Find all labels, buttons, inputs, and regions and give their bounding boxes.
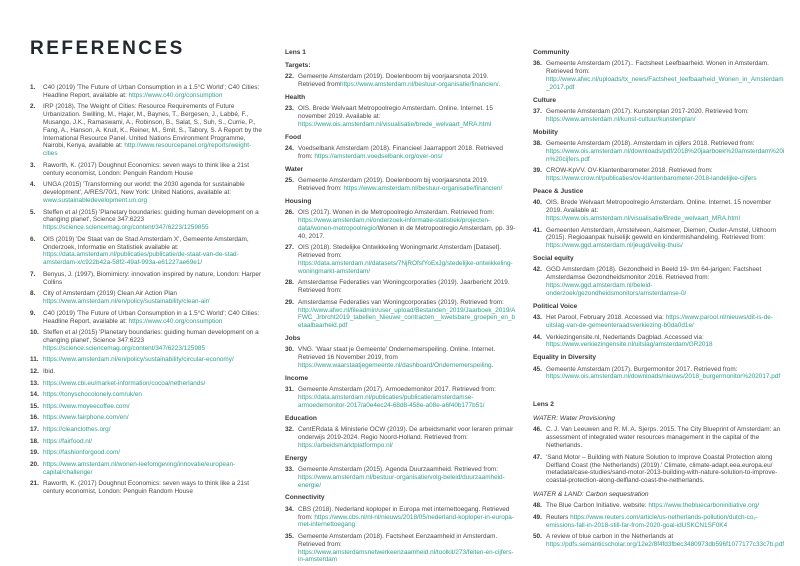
section-heading: Housing — [285, 197, 312, 205]
references-column-middle — [285, 44, 516, 566]
ref-citation-text: Gemeenten Amsterdam, Amstelveen, Aalsmeer, Diemen, Ouder-Amstel, Uithoorn (2015). Regioaanpak huiselijk geweld en kindermishandeling. Retrieved from: — [546, 226, 777, 242]
ref-text — [546, 108, 787, 124]
ref-citation-text: Gemeente Amsterdam (2019). Doelenboom bij voorjaarsnota 2019. Retrieved from: — [298, 177, 489, 193]
section-heading: Health — [285, 93, 306, 101]
ref-citation-text: Gemeente Amsterdam (2018). Factsheet Eenzaamheid in Amsterdam. Retrieved from: — [298, 533, 498, 548]
ref-link[interactable]: https://www.cbi.eu/market-information/cocoa/netherlands/ — [43, 379, 206, 387]
ref-number: 37. — [533, 108, 542, 116]
ref-link[interactable]: https://tonyschocolonely.com/uk/en — [43, 391, 142, 399]
section-heading: Lens 2 — [533, 401, 554, 409]
reference-item — [533, 140, 787, 163]
ref-number: 38. — [533, 140, 542, 148]
reference-item — [285, 244, 516, 275]
ref-text — [298, 506, 516, 529]
reference-item — [533, 167, 787, 183]
ref-text — [43, 271, 263, 287]
ref-number: 41. — [533, 226, 542, 234]
ref-citation-text: C. J. Van Leeuwen and R. M. A. Sjerps. 2015. The City Blueprint of Amsterdam: an assessment of integrated water resources management in the capital of the Netherlands. — [546, 426, 781, 450]
ref-text — [43, 162, 263, 178]
reference-item — [285, 105, 516, 128]
reference-item — [533, 60, 787, 91]
ref-number: 18. — [30, 437, 39, 445]
reference-item — [533, 266, 787, 297]
ref-citation-text: . — [491, 362, 494, 370]
ref-link[interactable]: https://data.amsterdam.nl/publicaties/publicatie/de-staat-van-de-stad-amsterdam-x/c922b42a-58f2-49af-993a-e61227ae69e1/ — [43, 251, 239, 267]
ref-number: 43. — [533, 314, 542, 322]
reference-item — [30, 391, 263, 399]
reference-item — [30, 162, 263, 178]
ref-citation-text: OIS (2018). Stedelijke Ontwikkeling Woningmarkt Amsterdam [Dataset]. Retrieved from: — [298, 244, 502, 260]
ref-number: 15. — [30, 402, 39, 410]
ref-text — [298, 244, 516, 275]
ref-number: 40. — [533, 199, 542, 207]
ref-number: 19. — [30, 449, 39, 457]
reference-item — [533, 426, 787, 449]
ref-link[interactable]: https://science.sciencemag.org/content/347/6223/125985 — [43, 344, 206, 352]
section-heading: Jobs — [285, 335, 301, 343]
ref-number: 27. — [285, 244, 294, 252]
ref-link[interactable]: https://fashionforgood.com/ — [43, 449, 121, 457]
reference-item — [30, 209, 263, 232]
ref-number: 50. — [533, 533, 542, 541]
ref-number: 47. — [533, 453, 542, 461]
reference-item — [30, 480, 263, 496]
ref-link[interactable]: https://www.verkiezingensite.nl/uitslag/amsterdam/GR2018 — [546, 341, 713, 349]
ref-text — [43, 356, 263, 364]
ref-number: 24. — [285, 145, 294, 153]
reference-item — [30, 181, 263, 204]
ref-link[interactable]: www.sustainabledevelopment.un.org — [43, 196, 148, 204]
reference-item — [30, 368, 263, 376]
ref-number: 46. — [533, 426, 542, 434]
reference-item — [30, 461, 263, 477]
ref-link[interactable]: https://cleanclothes.org/ — [43, 426, 111, 433]
ref-text — [546, 454, 787, 485]
ref-citation-text: C40 (2019) 'The Future of Urban Consumption in a 1.5°C World'; C40 Cities: Headline Report, available at: — [43, 84, 260, 99]
reference-item — [285, 279, 516, 295]
ref-text — [546, 60, 787, 91]
reference-item — [285, 209, 516, 240]
section-heading: Water — [285, 165, 304, 173]
reference-item — [285, 386, 516, 409]
ref-citation-text: Gemeente Amsterdam (2017). Burgermonitor 2017. Retrieved from: — [546, 365, 738, 373]
ref-number: 45. — [533, 365, 542, 373]
ref-citation-text: Gemeente Amsterdam (2015). Agenda Duurzaamheid. Retrieved from: — [298, 465, 498, 473]
ref-link[interactable]: https://pdfs.semanticscholar.org/12e2/8f4fd3fbec3480973db596f1077177c33c7b.pdf — [546, 541, 785, 549]
ref-link[interactable]: https://www.ois.amsterdam.nl/visualisatie/brede_welvaart_MRA.html — [298, 120, 492, 128]
ref-text — [298, 426, 516, 449]
ref-text — [43, 236, 263, 267]
reference-item — [285, 145, 516, 161]
reference-item — [533, 454, 787, 485]
ref-citation-text: 'Sand Motor – Building with Nature Solution to Improve Coastal Protection along Delfland Coast (the Netherlands) (2019).' Climate, climate-adapt.eea.europa.eu/ metadata/case-studies/sand-motor-2013-building-with-nature-solution-to-improve-coastal-protection-along-delfland-coast-the-netherlands. — [546, 453, 778, 485]
section-heading: Energy — [285, 454, 308, 462]
reference-item — [533, 334, 787, 350]
reference-item — [285, 506, 516, 529]
ref-text — [43, 426, 263, 434]
ref-text — [43, 391, 263, 399]
ref-citation-text: Steffen et al (2015) 'Planetary boundaries: guiding human development on a changing planet', Science 347:6223 — [43, 208, 259, 224]
ref-link[interactable]: https://www.cbs.nl/nl-nl/nieuws/2018/05/nederland-koploper-in-europa-met-internettoegang — [298, 513, 514, 529]
reference-item — [30, 449, 263, 457]
reference-item — [285, 299, 516, 330]
section-heading: Social equity — [533, 255, 574, 263]
reference-item — [533, 533, 787, 549]
reference-item — [30, 403, 263, 411]
ref-citation-text: Amsterdamse Federaties van Woningcorporaties (2019). Jaarbericht 2019. Retrieved from: — [298, 279, 510, 295]
reference-item — [30, 329, 263, 352]
ref-number: 33. — [285, 465, 294, 473]
reference-item — [533, 227, 787, 250]
ref-link[interactable]: https://www.parool.nl/nieuws/dit-is-de-uitslag-van-de-gemeenteraadsverkiezing-b0da0d1e/ — [546, 314, 773, 329]
ref-text — [43, 209, 263, 232]
ref-number: 1. — [30, 84, 36, 91]
ref-link[interactable]: https://www.amsterdam.nl/en/policy/sustainability/clean-air/ — [43, 298, 210, 306]
ref-number: 4. — [30, 181, 36, 189]
ref-number: 30. — [285, 346, 294, 354]
references-column-right — [533, 44, 787, 553]
ref-citation-text: City of Amsterdam (2019) Clean Air Action Plan — [43, 290, 177, 298]
ref-link[interactable]: https://www.amsterdam.nl/wonen-leefomgeving/innovatie/european-capital/challenge/ — [43, 460, 236, 476]
ref-text — [298, 209, 516, 240]
ref-number: 6. — [30, 235, 36, 243]
reference-item — [285, 533, 516, 564]
ref-citation-text: Raworth, K. (2017) Doughnut Economics: seven ways to think like a 21st century economist, London: Penguin Random House — [43, 480, 250, 496]
ref-number: 17. — [30, 426, 39, 433]
ref-link[interactable]: https://www.amsterdam.nl/onderzoek-informatie-statistiek/projecten-data/wonen-metropoolregio/ — [298, 217, 491, 232]
reference-item — [30, 236, 263, 267]
ref-number: 13. — [30, 379, 39, 387]
ref-text — [546, 266, 787, 297]
ref-citation-text: Voedselbank Amsterdam (2018). Financieel Jaarrapport 2018. Retrieved from: — [298, 145, 503, 160]
section-heading: Income — [285, 374, 309, 382]
ref-citation-text: Gemeente Amsterdam (2017). Armoedemonitor 2017. Retrieved from: — [298, 386, 496, 394]
section-heading: Connectivity — [285, 494, 325, 502]
ref-text — [546, 199, 787, 222]
ref-citation-text: OIS (2019) 'De Staat van de Stad Amsterdam X', Gemeente Amsterdam, Onderzoek, Informatie en Statistiek available at: — [43, 235, 249, 251]
section-heading: Education — [285, 414, 317, 422]
ref-text — [43, 103, 263, 158]
ref-text — [43, 461, 263, 477]
ref-link[interactable]: http://www.afwc.nl/uploads/tx_news/Factsheet_leefbaarheid_Wonen_in_Amsterdam_2017.pdf — [546, 76, 784, 91]
ref-text — [546, 227, 787, 250]
ref-number: 11. — [30, 356, 39, 364]
ref-link[interactable]: https://www.crow.nl/publicaties/ov-klantenbarometer-2018-landelijke-cijfers — [546, 175, 757, 183]
ref-citation-text: Gemeente Amsterdam (2018). Amsterdam in cijfers 2018. Retrieved from: — [546, 140, 755, 148]
ref-text — [43, 181, 263, 204]
ref-citation-text: The Blue Carbon Initiative. website: — [546, 502, 649, 510]
ref-number: 5. — [30, 208, 36, 216]
references-column-left — [30, 84, 263, 500]
ref-number: 14. — [30, 391, 39, 399]
reference-item — [533, 366, 787, 382]
section-heading: Community — [533, 49, 570, 56]
reference-item — [285, 177, 516, 193]
ref-citation-text: CentERdata & Ministerie OCW (2019). De arbeidsmarkt voor leraren primair onderwijs 2019-2024. Regio Noord-Holland. Retrieved from: — [298, 426, 514, 441]
ref-text — [298, 279, 516, 295]
section-heading: WATER & LAND: Carbon sequestration — [533, 490, 649, 498]
ref-citation-text: A review of blue carbon in the Netherlands at — [546, 533, 674, 541]
ref-citation-text: Reuters — [546, 513, 571, 521]
ref-link[interactable]: https://www.fairphone.com/en/ — [43, 414, 129, 422]
ref-citation-text: C40 (2019) 'The Future of Urban Consumption in a 1.5°C World'; C40 Cities: Headline Report, available at: — [43, 309, 260, 325]
ref-link[interactable]: http://www.resourcepanel.org/reports/weight-cities — [43, 142, 252, 158]
ref-text — [298, 346, 516, 369]
ref-citation-text: Wonen in de Metropoolregio Amsterdam, pp. 39-40, 2017. — [298, 224, 516, 240]
reference-item — [285, 426, 516, 449]
ref-link[interactable]: https://www.amsterdam.nl/kunst-cultuur/kunstenplan/ — [546, 115, 696, 123]
ref-link[interactable]: https://fairfood.nl/ — [43, 437, 93, 445]
ref-text — [43, 368, 263, 376]
ref-text — [43, 310, 263, 326]
ref-link[interactable]: https://www.waarstaatjegemeente.nl/dashboard/Ondernemerspeiling — [298, 362, 492, 370]
ref-text — [546, 514, 787, 530]
section-heading: Targets: — [285, 61, 311, 69]
ref-citation-text: OIS (2017). Wonen in de Metropoolregio Amsterdam. Retrieved from: — [298, 209, 495, 217]
section-heading: Political Voice — [533, 302, 578, 310]
ref-number: 3. — [30, 161, 36, 169]
ref-number: 49. — [533, 513, 542, 521]
ref-link[interactable]: https://www.amsterdamsnetwerkeenzaamheid.nl/toolkit/273/feiten-en-cijfers-in-amsterdam — [298, 548, 514, 564]
reference-item — [30, 310, 263, 326]
ref-text — [546, 314, 787, 330]
ref-number: 22. — [285, 73, 294, 81]
ref-citation-text: Gemeente Amsterdam (2017).. Factsheet Leefbaarheid. Wonen in Amsterdam. Retrieved from: — [546, 60, 769, 76]
ref-citation-text: Steffen et al (2015) 'Planetary boundaries: guiding human development on a changing planet', Science 347:6223 — [43, 329, 259, 344]
ref-citation-text: Gemeente Amsterdam (2019). Doelenboom bij voorjaarsnota 2019. Retrieved from — [298, 73, 489, 89]
ref-number: 23. — [285, 105, 294, 113]
ref-text — [43, 403, 263, 411]
section-heading: Food — [285, 133, 302, 141]
ref-citation-text: IRP (2018). The Weight of Cities: Resource Requirements of Future Urbanization. Swilling, M., Hajer, M., Baynes, T., Bergesen, J., Labbé, F., Musango, J.K., Ramaswami, A., Robinson, B., Salat, S., Suh, S., Currie, P., Fang, A., Hanson, A. Kruit, K., Reiner, M., Smit, S., Tabory, S. A Report by the International Resource Panel. United Nations Environment Programme, Nairobi, Kenya, available at: — [43, 103, 262, 150]
ref-citation-text: CBS (2018). Nederland koploper in Europa met internettoegang. Retrieved from: — [298, 505, 510, 521]
ref-text — [546, 140, 787, 163]
ref-citation-text: Benyus, J. (1997), Biomimicry: innovation inspired by nature, London: Harper Collins — [43, 270, 262, 286]
section-heading: Peace & Justice — [533, 187, 584, 195]
ref-link[interactable]: http://www.afwc.nl/fileadmin/user_upload/Bestanden_2019/Jaarboek_2019/AFWC_Jrbrcht2019_tabellen_Nieuwe_contracten__kwetsbare_groepen_en_betaalbaarheid.pdf — [298, 306, 516, 330]
ref-text — [546, 334, 787, 350]
section-heading: Lens 1 — [285, 49, 306, 56]
ref-text — [43, 329, 263, 352]
ref-link[interactable]: https://data.amsterdam.nl/datasets/7NjROfsfYoExJg/stedelijke-ontwikkeling-woningmarkt-amsterdam/ — [298, 259, 513, 275]
ref-number: 9. — [30, 309, 36, 317]
ref-citation-text: OIS. Brede Welvaart Metropoolregio Amsterdam. Online. Internet. 15 november 2019. Available at: — [298, 105, 493, 121]
ref-link[interactable]: https://data.amsterdam.nl/publicaties/publicatie/amsterdamse-armoedemonitor-2017/a0e4ec24-68d8-458e-a08e-a6f40b177b51/ — [298, 394, 485, 409]
ref-text — [546, 533, 787, 549]
ref-number: 28. — [285, 279, 294, 287]
ref-citation-text: Verkiezingensite.nl, Nederlands Dagblad. Accessed via: — [546, 333, 704, 341]
reference-item — [30, 426, 263, 434]
ref-text — [298, 299, 516, 330]
ref-text — [298, 466, 516, 489]
ref-number: 36. — [533, 60, 542, 68]
ref-citation-text: GGD Amsterdam (2018). Gezondheid in Beeld 19- t/m 64-jarigen: Factsheet Amsterdamse Gezondheidsmonitor 2016. Retrieved from: — [546, 266, 762, 282]
ref-text — [43, 290, 263, 306]
ref-link[interactable]: https://www.amsterdam.nl/en/policy/sustainability/circular-economy/ — [43, 356, 234, 364]
page-title: REFERENCES — [30, 38, 185, 59]
ref-number: 16. — [30, 414, 39, 422]
ref-number: 12. — [30, 367, 39, 375]
ref-text — [298, 145, 516, 161]
ref-number: 7. — [30, 270, 36, 278]
ref-text — [43, 438, 263, 446]
ref-link[interactable]: https://www.c40.org/consumption — [128, 317, 223, 325]
ref-link[interactable]: https://www.ois.amsterdam.nl/downloads/nieuws/2018_burgermonitor%202017.pdf — [546, 373, 781, 381]
ref-number: 2. — [30, 103, 36, 111]
ref-link[interactable]: https://www.thebluecarboninitiative.org/ — [648, 502, 760, 510]
ref-link[interactable]: https://www.ggd.amsterdam.nl/jeugd/veilig-thuis/ — [546, 242, 683, 250]
section-heading: WATER: Water Provisioning — [533, 415, 616, 423]
ref-text — [546, 366, 787, 382]
ref-link[interactable]: https://www.moyeecoffee.com/ — [43, 402, 130, 410]
reference-item — [533, 502, 787, 510]
ref-text — [298, 177, 516, 193]
ref-citation-text: Ibid. — [43, 367, 56, 375]
ref-text — [43, 380, 263, 388]
ref-text — [298, 105, 516, 128]
ref-number: 44. — [533, 333, 542, 341]
reference-item — [533, 514, 787, 530]
reference-item — [533, 314, 787, 330]
ref-number: 29. — [285, 298, 294, 306]
ref-link[interactable]: https://arbeidsmarktplatformpo.nl/ — [298, 441, 393, 449]
ref-citation-text: Het Parool, February 2018. Accessed via: — [546, 314, 666, 322]
ref-link[interactable]: https://www.amsterdam.nl/bestuur-organisatie/financien/ — [343, 185, 503, 193]
ref-link[interactable]: https://www.ois.amsterdam.nl/visualisatie/Brede_welvaart_MRA.html — [546, 214, 740, 222]
ref-number: 34. — [285, 505, 294, 513]
reference-item — [30, 271, 263, 287]
ref-text — [298, 386, 516, 409]
ref-number: 42. — [533, 266, 542, 274]
ref-link[interactable]: https://www.reuters.com/article/us-netherlands-pollution/dutch-co₂-emissions-fall-in-2018-still-far-from-2020-goal-idUSKCN1SF0K4 — [546, 513, 759, 529]
ref-link[interactable]: https://www.ggd.amsterdam.nl/beleid-onderzoek/gezondheidsmonitors/amsterdamse-0/ — [546, 282, 687, 297]
ref-number: 48. — [533, 502, 542, 510]
ref-citation-text: CROW-KpVV. OV-Klantenbarometer 2018. Retrieved from: — [546, 167, 713, 175]
reference-item — [285, 73, 516, 89]
ref-number: 21. — [30, 480, 39, 488]
ref-text — [298, 73, 516, 89]
ref-number: 20. — [30, 460, 39, 468]
reference-item — [533, 199, 787, 222]
ref-text — [546, 426, 787, 449]
section-heading: Equality in Diversity — [533, 354, 597, 362]
reference-item — [30, 380, 263, 388]
reference-item — [30, 356, 263, 364]
ref-citation-text: UNGA (2015) 'Transforming our world: the 2030 agenda for sustainable development', A/RES/70/1, New York: United Nations, available at: — [43, 181, 245, 197]
ref-link[interactable]: https://amsterdam.voedselbank.org/over-ons/ — [314, 153, 443, 160]
ref-text — [43, 480, 263, 496]
reference-item — [30, 103, 263, 158]
ref-number: 35. — [285, 533, 294, 541]
ref-link[interactable]: https://www.amsterdam.nl/bestuur-organisatie/financien/ — [339, 81, 499, 89]
ref-number: 39. — [533, 167, 542, 175]
section-heading: Culture — [533, 96, 557, 104]
ref-number: 8. — [30, 290, 36, 298]
ref-number: 32. — [285, 426, 294, 434]
ref-link[interactable]: https://www.ois.amsterdam.nl/downloads/pdf/2018%20jaarboek%20amsterdam%20in%20cijfers.pdf — [546, 147, 785, 163]
reference-item — [30, 290, 263, 306]
ref-link[interactable]: https://www.c40.org/consumption — [128, 91, 223, 99]
reference-item — [30, 438, 263, 446]
ref-text — [43, 449, 263, 457]
ref-text — [546, 502, 787, 510]
ref-text — [43, 84, 263, 100]
ref-citation-text: . — [498, 81, 501, 89]
ref-text — [43, 414, 263, 422]
ref-number: 31. — [285, 386, 294, 394]
ref-link[interactable]: https://science.sciencemag.org/content/347/6223/1259855 — [43, 224, 209, 232]
reference-item — [285, 346, 516, 369]
reference-item — [30, 84, 263, 100]
reference-item — [30, 414, 263, 422]
section-heading: Mobility — [533, 128, 558, 136]
reference-item — [533, 108, 787, 124]
ref-citation-text: Gemeente Amsterdam (2017). Kunstenplan 2017-2020. Retrieved from: — [546, 108, 749, 116]
ref-text — [298, 533, 516, 564]
ref-number: 26. — [285, 209, 294, 217]
ref-number: 25. — [285, 177, 294, 185]
ref-citation-text: OIS. Brede Welvaart Metropoolregio Amsterdam. Online. Internet. 15 november 2019. Available at: — [546, 199, 772, 215]
ref-citation-text: VNG. 'Waar staat je Gemeente' Ondernemerspeiling. Online. Internet. Retrieved 16 November 2019, from — [298, 346, 496, 362]
ref-text — [546, 167, 787, 183]
ref-citation-text: Amsterdamse Federaties van Woningcorporaties (2019). Retrieved from: — [298, 298, 504, 306]
reference-item — [285, 466, 516, 489]
ref-link[interactable]: https://www.amsterdam.nl/bestuur-organisatie/volg-beleid/duurzaamheid-energie/ — [298, 473, 505, 489]
ref-number: 10. — [30, 329, 39, 337]
ref-citation-text: Raworth, K. (2017) Doughnut Economics: seven ways to think like a 21st century economist, London: Penguin Random House — [43, 161, 250, 177]
